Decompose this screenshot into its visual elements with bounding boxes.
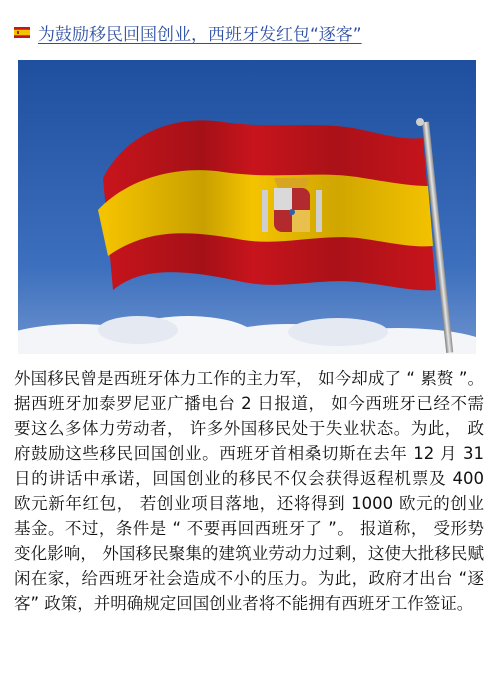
headline-link[interactable]: 为鼓励移民回国创业，西班牙发红包“逐客” bbox=[38, 24, 362, 45]
spain-flag bbox=[98, 120, 436, 290]
spain-flag-photo bbox=[18, 60, 476, 354]
pole-finial bbox=[416, 118, 424, 126]
article-body: 外国移民曾是西班牙体力工作的主力军， 如今却成了 “ 累赘 ”。据西班牙加泰罗尼亚广播电台 2 日报道， 如今西班牙已经不需要这么多体力劳动者， 许多外国移民处于失业状态。为此， 政府鼓励这些移民回国创业。西班牙首相桑切斯在去年 12 月 31 日的讲话中承诺，回国创业的移民不仅会获得返程机票及 400 欧元新年红包， 若创业项目落地，还将得到 1000 欧元的创业基金。不过，条件是 “ 不要再回西班牙了 ”。 报道称， 受形势变化影响， 外国移民聚集的建筑业劳动力过剩，这使大批移民赋闲在家，给西班牙社会造成不小的压力。为此，政府才出台 “逐客” 政策，并明确规定回国创业者将不能拥有西班牙工作签证。 bbox=[14, 369, 484, 613]
spain-flag-icon bbox=[14, 27, 30, 38]
headline bbox=[14, 20, 484, 44]
